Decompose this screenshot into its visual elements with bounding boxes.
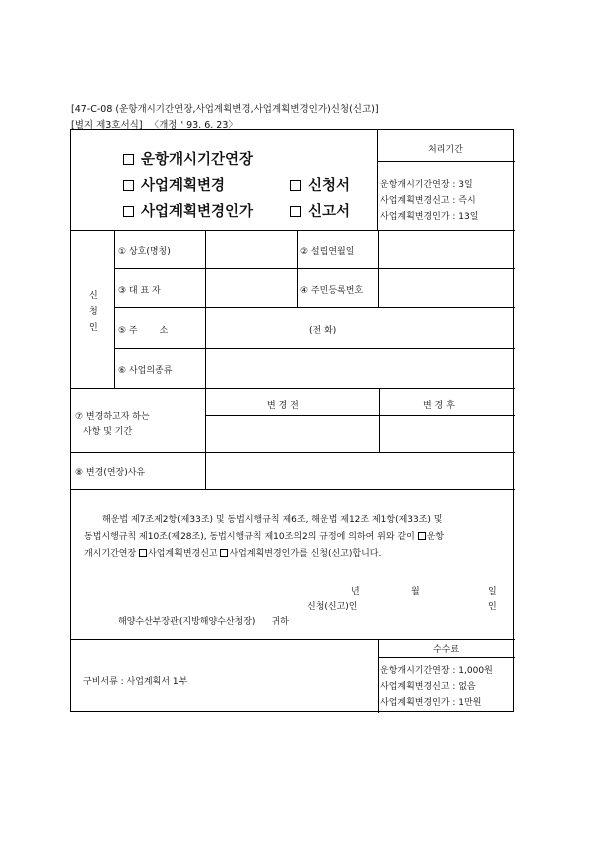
processing-period-heading: 처리기간 [428, 145, 463, 155]
seal-mark: 인 [488, 602, 497, 612]
checkbox-icon[interactable] [290, 180, 301, 191]
revision-date: 〈개정 ' 93. 6. 23〉 [149, 120, 238, 131]
processing-line: 사업계획변경인가 : 13일 [380, 212, 479, 222]
option-operation-extension[interactable]: 운항개시기간연장 [123, 148, 253, 169]
business-type-field[interactable] [206, 349, 514, 387]
company-name-field[interactable] [206, 231, 296, 267]
form-code: [47-C-08 (운항개시기간연장,사업계획변경,사업계획변경인가)신청(신고)] [71, 104, 379, 115]
company-name-label: ① 상호(명칭) [118, 247, 171, 257]
change-item-label: ⑦ 변경하고자 하는 [75, 412, 150, 422]
checkbox-icon[interactable] [123, 206, 134, 217]
establishment-date-label: ② 설립연월일 [300, 247, 355, 257]
before-change-field[interactable] [206, 416, 378, 451]
option-plan-change[interactable]: 사업계획변경 [123, 174, 225, 195]
address-field[interactable] [206, 308, 514, 347]
after-change-heading: 변 경 후 [423, 401, 455, 411]
fee-line: 운항개시기간연장 : 1,000원 [380, 666, 493, 676]
phone-label: (전 화) [309, 326, 337, 336]
after-change-field[interactable] [380, 416, 514, 451]
before-change-heading: 변 경 전 [267, 401, 299, 411]
address-label: ⑤ 주 소 [118, 326, 169, 336]
checkbox-icon[interactable] [220, 549, 228, 557]
fee-line: 사업계획변경신고 : 없음 [380, 682, 476, 692]
option-application[interactable]: 신청서 [290, 174, 350, 195]
applicant-label: 인 [89, 323, 98, 333]
date-year: 년 [351, 587, 360, 597]
checkbox-icon[interactable] [418, 532, 426, 540]
required-documents: 구비서류 : 사업계획서 1부 [83, 677, 188, 687]
resident-number-label: ④ 주민등록번호 [300, 286, 364, 296]
representative-label: ③ 대 표 자 [118, 286, 161, 296]
change-item-label: 사항 및 기간 [83, 427, 133, 437]
resident-number-field[interactable] [379, 269, 514, 306]
fee-heading: 수수료 [433, 645, 460, 655]
form-number-label: [별지 제3호서식] [71, 120, 143, 131]
checkbox-icon[interactable] [139, 549, 147, 557]
establishment-date-field[interactable] [379, 231, 514, 267]
applicant-label: 신 [89, 291, 98, 301]
change-reason-label: ⑧ 변경(연장)사유 [75, 468, 146, 478]
processing-line: 운항개시기간연장 : 3일 [380, 180, 473, 190]
processing-line: 사업계획변경신고 : 즉시 [380, 196, 476, 206]
change-reason-field[interactable] [206, 453, 514, 488]
checkbox-icon[interactable] [123, 154, 134, 165]
checkbox-icon[interactable] [123, 180, 134, 191]
applicant-signature-label: 신청(신고)인 [307, 602, 358, 612]
representative-field[interactable] [206, 269, 296, 306]
form-table [70, 129, 514, 712]
checkbox-icon[interactable] [290, 206, 301, 217]
date-month: 월 [411, 587, 420, 597]
option-report[interactable]: 신고서 [290, 200, 350, 221]
declaration-text: 해운법 제7조제2항(제33조) 및 동법시행규칙 제6조, 해운법 제12조 제1항(제33조) 및 동법시행규칙 제10조(제28조), 동법시행규칙 제10조의2의 규정에 의하여 위와 같이 운항 개시기간연장 사업계획변경신고 사업계획변경인가를 신청(신고)합니다. [84, 515, 445, 559]
option-plan-change-approval[interactable]: 사업계획변경인가 [123, 200, 253, 221]
applicant-label: 청 [89, 307, 98, 317]
date-day: 일 [488, 587, 497, 597]
fee-line: 사업계획변경인가 : 1만원 [380, 698, 482, 708]
recipient: 해양수산부장관(지방해양수산청장) 귀하 [118, 617, 289, 627]
business-type-label: ⑥ 사업의종류 [118, 366, 173, 376]
